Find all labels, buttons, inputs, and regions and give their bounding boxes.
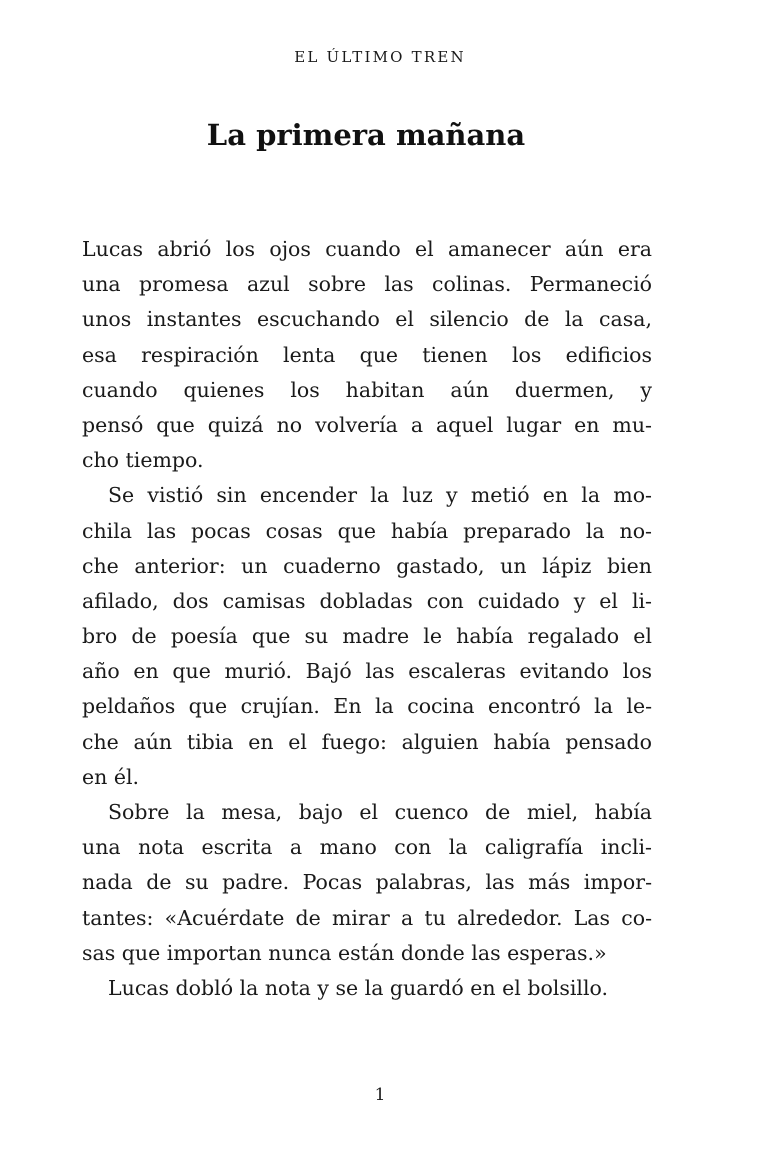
text-line: che anterior: un cuaderno gastado, un lápiz bien [82,553,652,578]
text-line: nada de su padre. Pocas palabras, las más impor- [82,870,652,895]
text-line: sas que importan nunca están donde las esperas.» [82,940,607,965]
text-line: unos instantes escuchando el silencio de la casa, [82,307,652,332]
text-line: Se vistió sin encender la luz y metió en la mo- [108,483,652,508]
chapter-body [82,232,652,1006]
text-line: tantes: «Acuérdate de mirar a tu alrededor. Las co- [82,905,652,930]
text-line: che aún tibia en el fuego: alguien había pensado [82,729,652,754]
text-line: año en que murió. Bajó las escaleras evitando los [82,659,652,684]
running-header: EL ÚLTIMO TREN [294,48,466,66]
text-line: cuando quienes los habitan aún duermen, y [82,377,652,402]
text-line: en él. [82,764,140,789]
text-line: cho tiempo. [82,448,204,473]
text-line: Sobre la mesa, bajo el cuenco de miel, había [108,800,652,824]
text-line: una promesa azul sobre las colinas. Permaneció [82,272,652,297]
text-line: bro de poesía que su madre le había regalado el [82,624,652,649]
paragraph-1 [82,232,652,478]
text-line: esa respiración lenta que tienen los edificios [82,342,652,367]
text-line: Lucas abrió los ojos cuando el amanecer aún era [82,237,652,261]
text-line: pensó que quizá no volvería a aquel lugar en mu- [82,412,652,437]
text-line: una nota escrita a mano con la caligrafía incli- [82,835,652,860]
text-line: chila las pocas cosas que había preparado la no- [82,518,652,543]
paragraph-2 [82,478,652,795]
paragraph-3 [82,795,652,971]
text-line: Lucas dobló la nota y se la guardó en el bolsillo. [108,975,609,1000]
chapter-title: La primera mañana [206,118,526,152]
page-number: 1 [374,1085,386,1105]
paragraph-4 [82,971,652,1006]
text-line: afilado, dos camisas dobladas con cuidado y el li- [82,588,652,613]
text-line: peldaños que crujían. En la cocina encontró la le- [82,694,652,719]
